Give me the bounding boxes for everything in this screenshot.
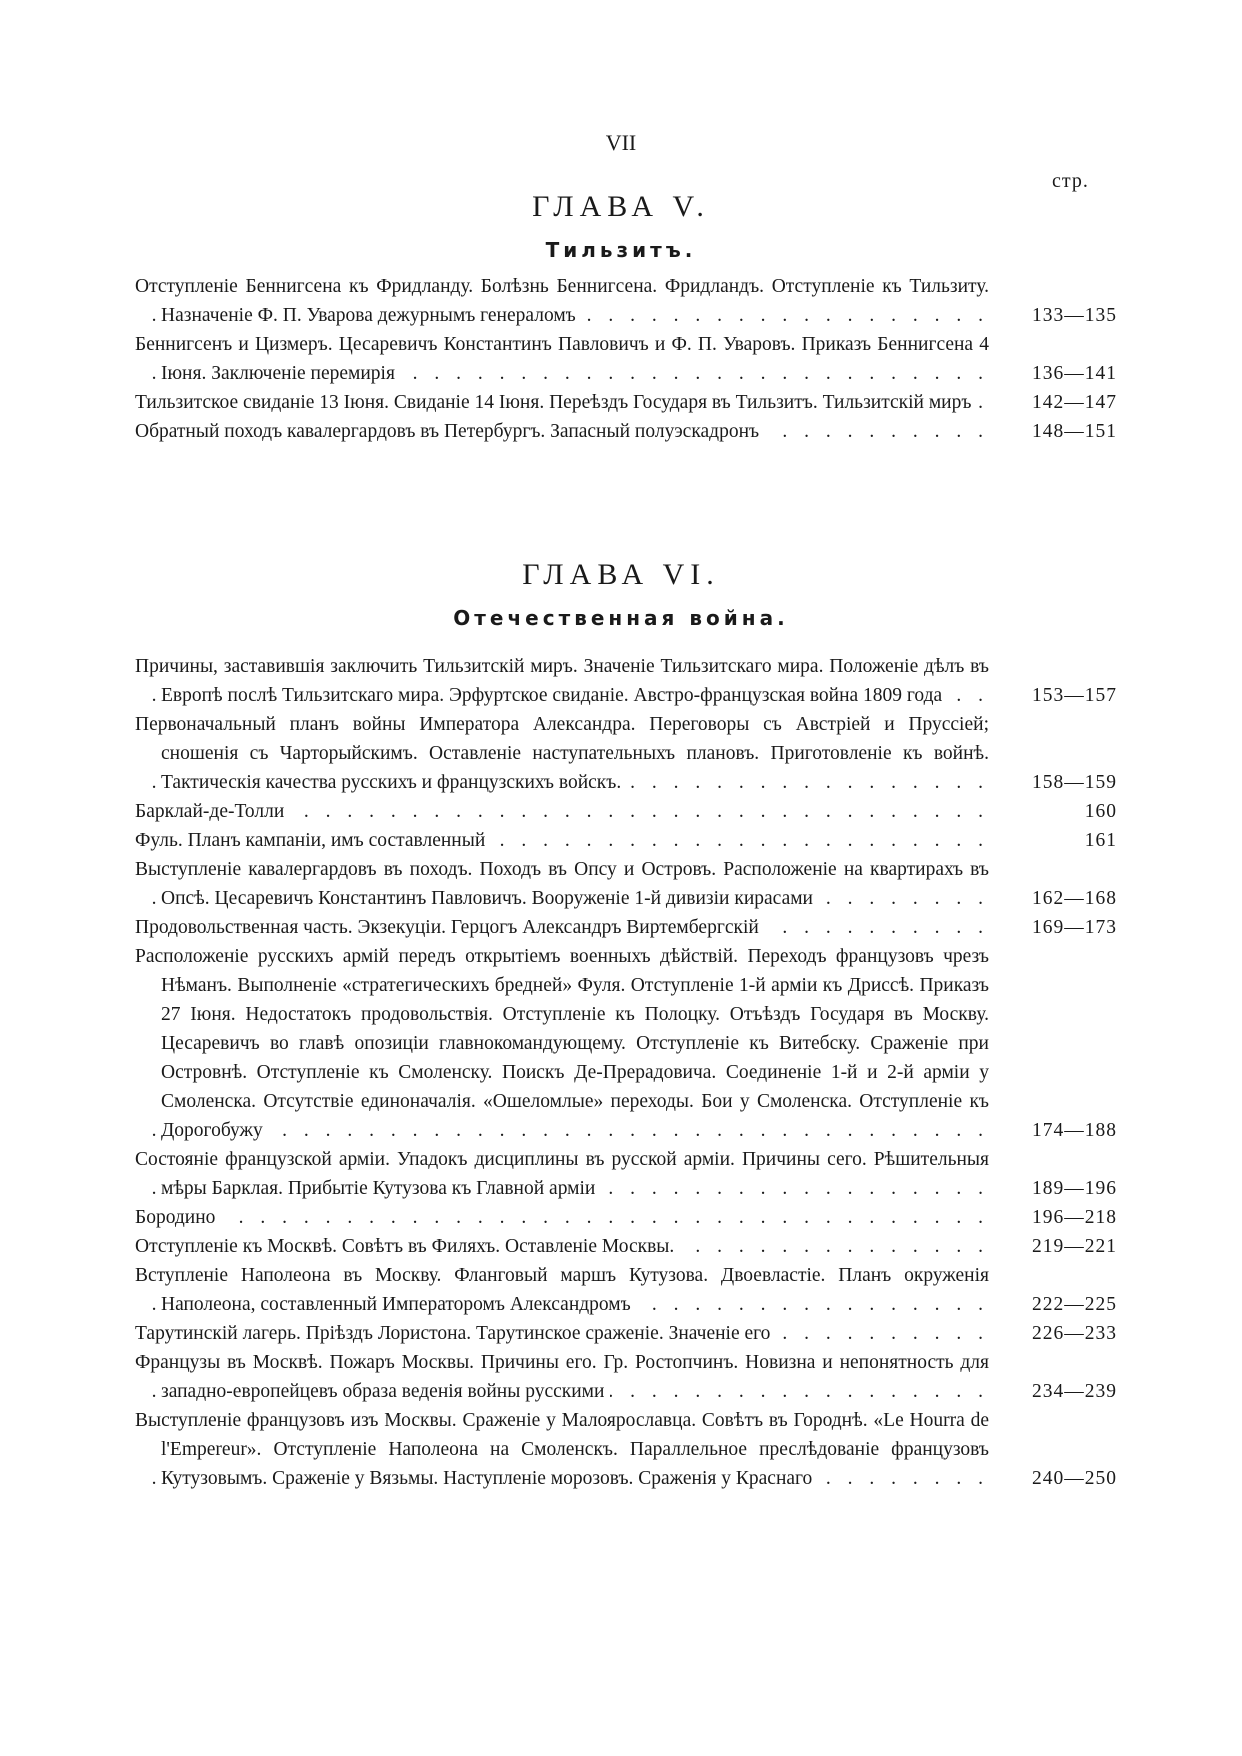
- toc-entry-text: Вступленіе Наполеона въ Москву. Фланговый маршъ Кутузова. Двоевластіе. Планъ окруженія Наполеона, составленный Императоромъ Александромъ: [135, 1265, 989, 1315]
- toc-entry: [135, 710, 1117, 797]
- toc-entry-pages: 162—168: [1032, 888, 1117, 909]
- toc-entry-text: Выступленіе французовъ изъ Москвы. Сраженіе у Малоярославца. Совѣтъ въ Городнѣ. «Le Hourra de l'Empereur». Отступленіе Наполеона на Смоленскъ. Параллельное преслѣдованіе французовъ Кутузовымъ. Сраженіе у Вязьмы. Наступленіе морозовъ. Сраженія у Краснаго: [135, 1410, 989, 1489]
- page-number: VII: [605, 130, 637, 155]
- toc-entry-text: Фуль. Планъ кампаніи, имъ составленный: [135, 830, 491, 851]
- chapter-title: ГЛАВА VI.: [522, 558, 720, 591]
- chapter-6-heading: [0, 558, 1242, 630]
- toc-entry-pages: 226—233: [1032, 1323, 1117, 1344]
- chapter-5-heading: [0, 190, 1242, 262]
- pages-column-label: стр.: [1052, 170, 1089, 192]
- toc-entry-pages: 219—221: [1032, 1236, 1117, 1257]
- toc-entry: [135, 1203, 1117, 1232]
- toc-entry-text: Выступленіе кавалергардовъ въ походъ. Походъ въ Опсу и Островъ. Расположеніе на квартирахъ въ Опсѣ. Цесаревичъ Константинъ Павловичъ. Вооруженіе 1-й дивизіи кирасами: [135, 859, 989, 909]
- toc-entry-text: Отступленіе къ Москвѣ. Совѣтъ въ Филяхъ. Оставленіе Москвы.: [135, 1236, 680, 1257]
- toc-entry-text: Отступленіе Беннигсена къ Фридланду. Болѣзнь Беннигсена. Фридландъ. Отступленіе къ Тильзиту. Назначеніе Ф. П. Уварова дежурнымъ генераломъ: [135, 276, 989, 326]
- chapter-5-toc: [135, 272, 1117, 446]
- toc-entry-pages: 161: [1084, 830, 1117, 851]
- chapter-subtitle: Отечественная война.: [453, 606, 789, 630]
- toc-entry-text: Продовольственная часть. Экзекуціи. Герцогъ Александръ Виртембергскій: [135, 917, 765, 938]
- toc-entry-text: Барклай-де-Толли: [135, 801, 290, 822]
- toc-entry: [135, 826, 1117, 855]
- toc-entry-text: Французы въ Москвѣ. Пожаръ Москвы. Причины его. Гр. Ростопчинъ. Новизна и непонятность для западно-европейцевъ образа веденія войны русскими: [135, 1352, 989, 1402]
- toc-entry-pages: 136—141: [1032, 363, 1117, 384]
- toc-entry: [135, 1406, 1117, 1493]
- chapter-6-toc: [135, 652, 1117, 1493]
- chapter-title: ГЛАВА V.: [532, 190, 710, 223]
- toc-entry-text: Причины, заставившія заключить Тильзитскій миръ. Значеніе Тильзитскаго мира. Положеніе дѣлъ въ Европѣ послѣ Тильзитскаго мира. Эрфуртское свиданіе. Австро-французская война 1809 года: [135, 656, 989, 706]
- toc-entry-text: Первоначальный планъ войны Императора Александра. Переговоры съ Австріей и Пруссіей; сношенія съ Чарторыйскимъ. Оставленіе наступательныхъ плановъ. Приготовленіе къ войнѣ. Тактическія качества русскихъ и французскихъ войскъ.: [135, 714, 989, 793]
- toc-entry-pages: 158—159: [1032, 772, 1117, 793]
- toc-entry: [135, 855, 1117, 913]
- toc-entry: [135, 330, 1117, 388]
- toc-entry: [135, 272, 1117, 330]
- toc-entry: [135, 797, 1117, 826]
- toc-entry-pages: 169—173: [1032, 917, 1117, 938]
- toc-entry-text: Тарутинскій лагерь. Пріѣздъ Лористона. Тарутинское сраженіе. Значеніе его: [135, 1323, 776, 1344]
- toc-entry-text: Беннигсенъ и Цизмеръ. Цесаревичъ Константинъ Павловичъ и Ф. П. Уваровъ. Приказъ Беннигсена 4 Іюня. Заключеніе перемирія: [135, 334, 989, 384]
- toc-entry-pages: 222—225: [1032, 1294, 1117, 1315]
- toc-entry-pages: 189—196: [1032, 1178, 1117, 1199]
- toc-entry: [135, 1261, 1117, 1319]
- toc-entry: [135, 388, 1117, 417]
- toc-entry: [135, 1348, 1117, 1406]
- toc-entry-text: Расположеніе русскихъ армій передъ открытіемъ военныхъ дѣйствій. Переходъ французовъ чрезъ Нѣманъ. Выполненіе «стратегическихъ бредней» Фуля. Отступленіе 1-й арміи къ Дриссѣ. Приказъ 27 Іюня. Недостатокъ продовольствія. Отступленіе къ Полоцку. Отъѣздъ Государя въ Москву. Цесаревичъ во главѣ опозиціи главнокомандующему. Отступленіе къ Витебску. Сраженіе при Островнѣ. Отступленіе къ Смоленску. Поискъ Де-Прерадовича. Соединеніе 1-й и 2-й арміи у Смоленска. Отсутствіе единоначалія. «Ошеломлые» переходы. Бои у Смоленска. Отступленіе къ Дорогобужу: [135, 946, 989, 1141]
- toc-entry-text: Обратный походъ кавалергардовъ въ Петербургъ. Запасный полуэскадронъ: [135, 421, 765, 442]
- toc-entry-pages: 142—147: [1032, 392, 1117, 413]
- toc-entry-pages: 240—250: [1032, 1468, 1117, 1489]
- toc-entry-pages: 160: [1084, 801, 1117, 822]
- toc-entry-text: Тильзитское свиданіе 13 Іюня. Свиданіе 14 Іюня. Переѣздъ Государя въ Тильзитъ. Тильзитскій миръ: [135, 392, 977, 413]
- toc-entry-pages: 133—135: [1032, 305, 1117, 326]
- chapter-subtitle: Тильзитъ.: [545, 238, 697, 262]
- toc-entry: [135, 652, 1117, 710]
- toc-entry-pages: 148—151: [1032, 421, 1117, 442]
- toc-entry-pages: 196—218: [1032, 1207, 1117, 1228]
- toc-entry-pages: 153—157: [1032, 685, 1117, 706]
- toc-entry-pages: 174—188: [1032, 1120, 1117, 1141]
- toc-entry-pages: 234—239: [1032, 1381, 1117, 1402]
- toc-entry: [135, 1319, 1117, 1348]
- toc-entry: [135, 1232, 1117, 1261]
- toc-entry-text: Состояніе французской арміи. Упадокъ дисциплины въ русской арміи. Причины сего. Рѣшительныя мѣры Барклая. Прибытіе Кутузова къ Главной арміи: [135, 1149, 989, 1199]
- toc-entry: [135, 1145, 1117, 1203]
- toc-entry: [135, 417, 1117, 446]
- toc-entry: [135, 942, 1117, 1145]
- toc-entry-text: Бородино: [135, 1207, 221, 1228]
- toc-entry: [135, 913, 1117, 942]
